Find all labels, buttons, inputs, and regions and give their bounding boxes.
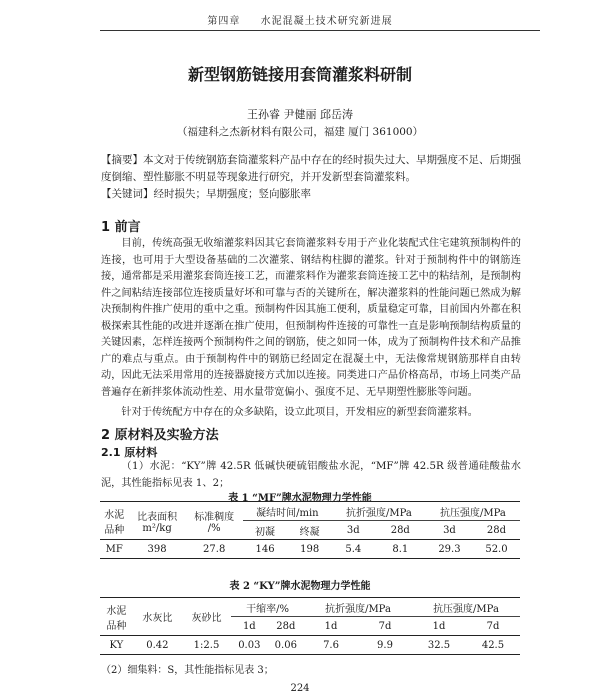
running-head [170,12,430,27]
t1-h-setting-time: 凝结时间/min [243,502,332,521]
running-head-chapter: 第四章 [207,16,241,27]
t2-h-flex-1d: 1d [324,620,338,632]
section-2-heading: 2 原材料及实验方法 [101,428,219,443]
t2-h-cs-ratio: 灰砂比 [191,613,222,624]
section-2-1-paragraph-1: （1）水泥：“KY”牌 42.5R 低碱快硬硫铝酸盐水泥，“MF”牌 42.5R 级普通硅酸盐水泥，其性能指标见表 1、2； [101,461,521,489]
t1-h-flex-3d: 3d [346,524,360,536]
t2-h-compressive: 抗压强度/MPa [412,598,520,617]
section-2-1-heading: 2.1 原材料 [101,446,158,459]
t1-h-flex-28d: 28d [390,524,410,536]
table-1 [100,501,520,559]
running-head-title: 水泥混凝土技术研究新进展 [260,16,393,27]
table-cell: 0.42 [146,639,169,651]
table-cell: 32.5 [427,639,451,651]
table-cell: 29.3 [438,543,461,555]
paper-title: 新型钢筋链接用套筒灌浆料研制 [187,65,412,84]
page-number: 224 [290,683,310,694]
t2-h-shr-28d: 28d [276,620,296,632]
section-1-heading: 1 前言 [101,220,141,235]
t1-h-comp-3d: 3d [443,524,456,536]
table-2-caption: 表 2 “KY”牌水泥物理力学性能 [229,581,371,592]
t1-h-consistency: 标准稠度 /% [194,511,235,534]
t2-h-shrinkage: 干缩率/% [231,598,304,617]
t2-h-comp-7d: 7d [486,620,500,632]
section-1-paragraph-1: 目前，传统高强无收缩灌浆料因其它套筒灌浆料专用于产业化装配式住宅建筑预制构件的连接，也可用于大型设备基础的二次灌浆、钢结构柱脚的灌浆。针对于预制构件中的钢筋连接，通常都是采用灌浆套筒连接工艺，而灌浆料作为灌浆套筒连接工艺中的粘结剂，是预制构件之间粘结连接部位连接质量好坏和可靠与否的关键所在，解决灌浆料的性能问题已然成为解决预制构件推广使用的重中之重。预制构件因其施工便利，质量稳定可靠，目前国内外都在积极探索其性能的改进并逐渐在推广使用，但预制构件连接的可靠性一直是影响预制结构质量的关键因素，怎样连接两个预制构件之间的钢筋，使之如同一体，成为了预制构件技术和产品推广的难点与重点。由于预制构件中的钢筋已经固定在混凝土中，无法像常规钢筋那样自由转动，因此无法采用常用的连接器旋接方式加以连接。同类进口产品价格高昂，市场上同类产品普遍存在新拌浆体流动性差、用水量带宽偏小、强度不足、无早期塑性膨胀等问题。 [101,238,521,398]
table-cell: 198 [300,543,320,555]
t1-h-surface-area: 比表面积 m²/kg [137,511,178,534]
abstract-label: 【摘要】 [101,154,143,166]
table-cell: 0.06 [274,639,297,651]
authors: 王孙睿 尹健丽 邱岳涛 [247,108,353,121]
table-2 [100,597,520,655]
keywords-label: 【关键词】 [101,188,154,200]
t1-h-flexural: 抗折强度/MPa [332,502,426,521]
keywords-text: 经时损失；早期强度；竖向膨胀率 [153,188,311,200]
affiliation: （福建科之杰新材料有限公司，福建 厦门 361000） [176,126,424,138]
t2-h-cement: 水泥 品种 [106,605,127,632]
table-cell: 5.4 [345,543,362,555]
t2-h-shr-1d: 1d [242,620,256,632]
table-cell: 146 [255,543,275,555]
table-1-caption: 表 1 “MF”牌水泥物理力学性能 [228,493,372,504]
keywords [101,186,521,203]
table-cell: 0.03 [238,639,261,651]
t2-h-comp-1d: 1d [432,620,446,632]
table-row [100,636,520,655]
table-cell: 42.5 [481,639,505,651]
table-cell: 7.6 [323,639,339,651]
t1-h-initial: 初凝 [255,526,276,538]
table-cell: 9.9 [377,639,393,651]
table-cell: 1:2.5 [193,639,220,651]
t2-h-flexural: 抗折强度/MPa [304,598,412,617]
table-cell: 27.8 [203,543,226,555]
t1-h-cement: 水泥 品种 [104,509,125,536]
section-1-paragraph-2: 针对于传统配方中存在的众多缺陷，设立此项目，开发相应的新型套筒灌浆料。 [121,407,478,418]
t1-h-final: 终凝 [299,526,320,538]
table-cell: 52.0 [485,543,508,555]
table-cell: 8.1 [392,543,409,555]
t2-h-flex-7d: 7d [378,620,392,632]
table-row [100,540,520,559]
table-cell: 398 [147,543,167,555]
table-cell: KY [109,639,124,651]
section-2-1-paragraph-2: （2）细集料：S，其性能指标见表 3； [101,665,274,676]
table-cell: MF [105,543,123,555]
abstract-text: 本文对于传统钢筋套筒灌浆料产品中存在的经时损失过大、早期强度不足、后期强度倒缩、塑性膨胀不明显等现象进行研究，并开发新型套筒灌浆料。 [101,154,521,183]
t2-h-wc-ratio: 水灰比 [142,613,173,624]
abstract [101,152,521,186]
t1-h-comp-28d: 28d [486,524,507,536]
t1-h-compressive: 抗压强度/MPa [426,502,520,521]
header-rule [100,30,540,31]
